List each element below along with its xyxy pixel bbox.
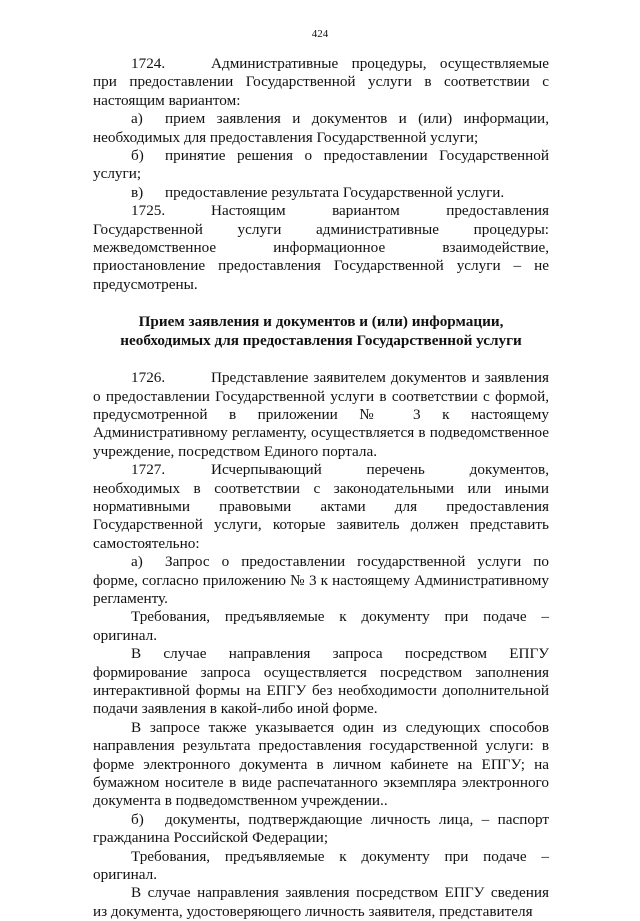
section-bottom: [93, 369, 549, 921]
paragraph-text: прием заявления и документов и (или) информации, необходимых для предоставления Государственной услуги;: [93, 110, 549, 146]
section-heading: [93, 313, 549, 350]
paragraph-epgu-identity: В случае направления заявления посредством ЕПГУ сведения из документа, удостоверяющего личность заявителя, представителя: [93, 884, 549, 920]
clause-number: 1727.: [131, 461, 166, 479]
clause-number: 1724.: [131, 55, 166, 72]
paragraph-text: Настоящим вариантом предоставления Государственной услуги административные процедуры: межведомственное информационное взаимодействие, приостановление предоставления Государственной услуги – не предусмотрены.: [93, 202, 549, 293]
list-label: б): [131, 810, 144, 828]
paragraph-text: Административные процедуры, осуществляемые при предоставлении Государственной услуги в соответствии с настоящим вариантом:: [93, 55, 549, 109]
paragraph-1724: [93, 55, 549, 110]
paragraph-1727: [93, 461, 549, 553]
clause-number: 1725.: [131, 202, 166, 220]
paragraph-epgu-request: В случае направления запроса посредством ЕПГУ формирование запроса осуществляется посредством заполнения интерактивной формы на ЕПГУ без необходимости дополнительной подачи заявления в какой-либо иной форме.: [93, 645, 549, 718]
paragraph-text: документы, подтверждающие личность лица, – паспорт гражданина Российской Федерации;: [93, 810, 549, 847]
heading-line-2: необходимых для предоставления Государственной услуги: [120, 331, 522, 349]
paragraph-1726: [93, 369, 549, 461]
paragraph-text: принятие решения о предоставлении Государственной услуги;: [93, 147, 549, 183]
list-label: а): [131, 110, 143, 128]
paragraph-requirements: Требования, предъявляемые к документу при подаче – оригинал.: [93, 608, 549, 644]
clause-number: 1726.: [131, 369, 166, 387]
page-number: 424: [311, 28, 329, 40]
section-top: [93, 55, 549, 294]
list-item-a: [93, 553, 549, 608]
paragraph-text: Запрос о предоставлении государственной услуги по форме, согласно приложению № 3 к настоящему Административному регламенту.: [93, 553, 549, 607]
paragraph-result-methods: В запросе также указывается один из следующих способов направления результата предоставления государственной услуги: в форме электронного документа в личном кабинете на ЕПГУ; на бумажном носителе в виде распечатанного экземпляра электронного документа в подведомственном учреждении..: [93, 718, 549, 810]
list-item-b: [93, 147, 549, 184]
paragraph-1725: [93, 202, 549, 294]
document-body: [93, 55, 549, 921]
paragraph-text: предоставление результата Государственной услуги.: [165, 183, 505, 201]
list-item-a: [93, 110, 549, 147]
heading-line-1: Прием заявления и документов и (или) информации,: [138, 313, 504, 331]
list-label: б): [131, 147, 144, 165]
list-item-v: [93, 184, 549, 202]
paragraph-requirements-2: Требования, предъявляемые к документу при подаче – оригинал.: [93, 847, 549, 884]
list-label: в): [131, 183, 144, 201]
paragraph-text: Представление заявителем документов и заявления о предоставлении Государственной услуги в соответствии с формой, предусмотренной в приложении № 3 к настоящему Административному регламенту, осуществляется в подведомственное учреждение, посредством Единого портала.: [93, 369, 549, 460]
list-item-b: [93, 811, 549, 848]
paragraph-text: Исчерпывающий перечень документов, необходимых в соответствии с законодательными или иными нормативными правовыми актами для предоставления Государственной услуги, которые заявитель должен представить самостоятельно:: [93, 461, 549, 552]
list-label: а): [131, 553, 143, 571]
